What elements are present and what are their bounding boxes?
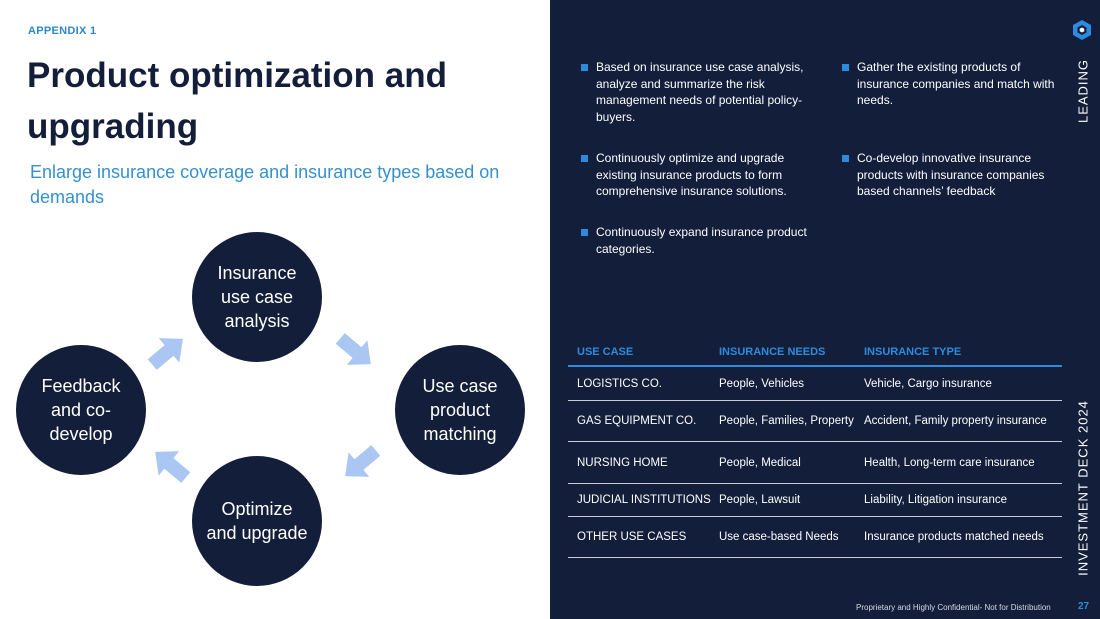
cell-use-case: NURSING HOME xyxy=(577,456,668,469)
bullet-item xyxy=(842,150,1072,200)
cycle-arrow-icon xyxy=(330,326,381,376)
side-label-leading xyxy=(1074,60,1092,122)
cell-type: Vehicle, Cargo insurance xyxy=(864,377,992,390)
bullet-text: Based on insurance use case analysis, analyze and summarize the risk management needs of potential policy-buyers. xyxy=(596,60,804,124)
bullet-square-icon xyxy=(581,64,588,71)
side-label-deck xyxy=(1074,400,1092,575)
header-insurance-needs: INSURANCE NEEDS xyxy=(719,345,826,358)
table-row xyxy=(568,442,1062,484)
bullet-item xyxy=(581,59,826,125)
cell-type: Liability, Litigation insurance xyxy=(864,494,1007,506)
cell-needs: People, Medical xyxy=(719,456,801,469)
bullet-item xyxy=(842,59,1072,109)
cell-needs: People, Vehicles xyxy=(719,377,805,390)
table-row xyxy=(568,517,1062,558)
hexagon-logo-icon xyxy=(1071,19,1093,41)
cell-type: Health, Long-term care insurance xyxy=(864,456,1035,469)
cell-use-case: OTHER USE CASES xyxy=(577,531,687,543)
bullet-square-icon xyxy=(842,155,849,162)
header-use-case: USE CASE xyxy=(577,345,634,358)
cell-needs: People, Lawsuit xyxy=(719,494,801,506)
page-subtitle: Enlarge insurance coverage and insurance types based on demands xyxy=(30,162,500,207)
cell-needs: Use case-based Needs xyxy=(719,531,839,543)
use-case-table xyxy=(568,338,1062,558)
cycle-arrow-icon xyxy=(145,440,196,490)
page-number: 27 xyxy=(1078,601,1090,612)
bullet-square-icon xyxy=(842,64,849,71)
bullet-text: Gather the existing products of insurance companies and match with needs. xyxy=(857,60,1055,107)
header-insurance-type: INSURANCE TYPE xyxy=(864,345,962,358)
table-row xyxy=(568,367,1062,401)
side-label-deck-text: INVESTMENT DECK 2024 xyxy=(1075,399,1091,576)
side-label-leading-text: LEADING xyxy=(1075,58,1091,124)
appendix-label: APPENDIX 1 xyxy=(28,25,97,37)
cell-use-case: LOGISTICS CO. xyxy=(577,377,662,390)
cell-type: Accident, Family property insurance xyxy=(864,415,1047,427)
cycle-step-analysis: Insurance use case analysis xyxy=(192,232,322,362)
bullet-list xyxy=(550,0,1100,300)
bullet-text: Continuously optimize and upgrade existing insurance products to form comprehensive insurance solutions. xyxy=(596,151,787,198)
confidential-footer: Proprietary and Highly Confidential- Not for Distribution xyxy=(856,603,1051,612)
cell-type: Insurance products matched needs xyxy=(864,531,1044,543)
table-row xyxy=(568,401,1062,442)
bullet-text: Continuously expand insurance product categories. xyxy=(596,225,807,256)
cell-use-case: JUDICIAL INSTITUTIONS xyxy=(577,494,711,506)
cycle-step-optimize: Optimize and upgrade xyxy=(192,456,322,586)
table-row xyxy=(568,484,1062,517)
page-title: Product optimization and upgrading xyxy=(27,56,447,146)
cell-use-case: GAS EQUIPMENT CO. xyxy=(577,415,697,427)
bullet-item xyxy=(581,150,826,200)
cell-needs: People, Families, Property xyxy=(719,415,854,427)
bullet-square-icon xyxy=(581,155,588,162)
cycle-arrow-icon xyxy=(335,438,386,488)
bullet-text: Co-develop innovative insurance products with insurance companies based channels’ feedback xyxy=(857,151,1045,198)
bullet-item xyxy=(581,224,826,257)
cycle-step-feedback: Feedback and co-develop xyxy=(16,345,146,475)
bullet-square-icon xyxy=(581,229,588,236)
cycle-step-matching: Use case product matching xyxy=(395,345,525,475)
cycle-arrow-icon xyxy=(142,327,193,377)
right-panel xyxy=(550,0,1100,619)
table-header xyxy=(568,338,1062,367)
